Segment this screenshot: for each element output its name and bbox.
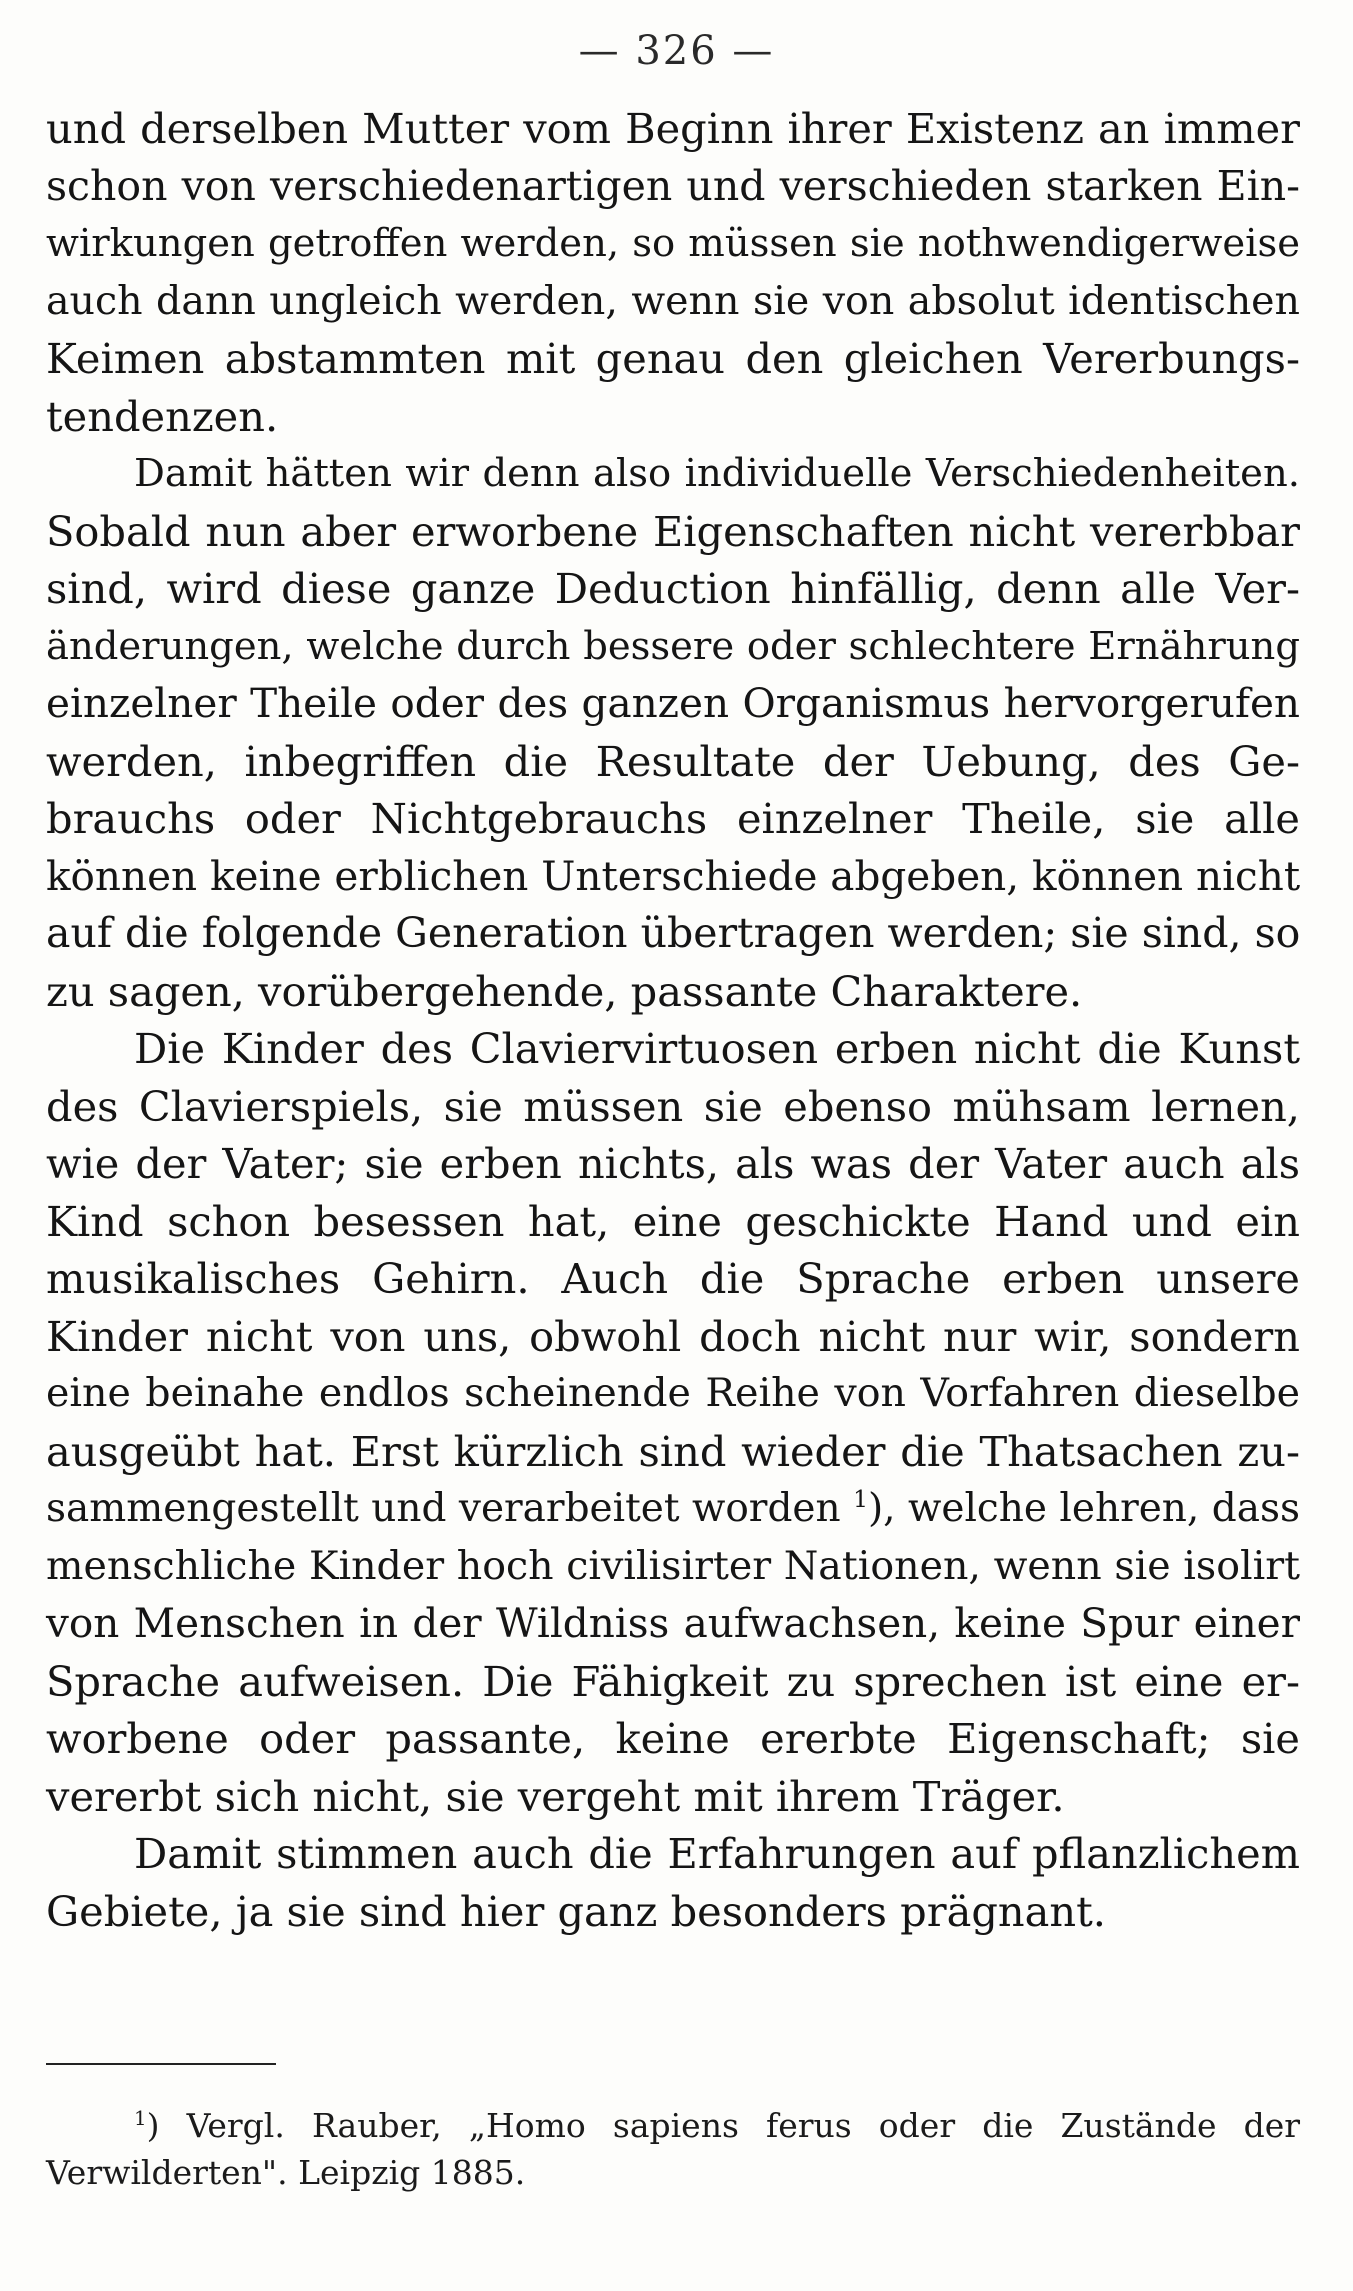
text-line: können keine erblichen Unterschiede abgeben, können nicht [46, 851, 1301, 900]
text-line: von Menschen in der Wildniss aufwachsen, keine Spur einer [46, 1599, 1300, 1647]
page-number: — 326 — [578, 28, 775, 74]
text-line: Damit hätten wir denn also individuelle Verschiedenheiten. [134, 451, 1300, 496]
text-line: ausgeübt hat. Erst kürzlich sind wieder die Thatsachen zu- [46, 1426, 1300, 1476]
text-line: musikalisches Gehirn. Auch die Sprache erben unsere [46, 1254, 1300, 1303]
text-line: und derselben Mutter vom Beginn ihrer Existenz an immer [46, 104, 1300, 153]
text-line: werden, inbegriffen die Resultate der Uebung, des Ge- [46, 736, 1300, 786]
text-line: tendenzen. [46, 391, 279, 441]
text-line: wirkungen getroffen werden, so müssen sie nothwendigerweise [46, 221, 1300, 266]
paragraph-3 [46, 1020, 1300, 1825]
text-line: eine beinahe endlos scheinende Reihe von Vorfahren dieselbe [46, 1370, 1300, 1416]
text-line: Kinder nicht von uns, obwohl doch nicht nur wir, sondern [46, 1311, 1300, 1361]
text-line: wie der Vater; sie erben nichts, als was der Vater auch als [46, 1139, 1300, 1188]
text-line: Die Kinder des Claviervirtuosen erben nicht die Kunst [134, 1024, 1300, 1073]
footnote-separator [46, 2063, 276, 2065]
text-line: vererbt sich nicht, sie vergeht mit ihrem Träger. [46, 1771, 1065, 1821]
text-line: Sprache aufweisen. Die Fähigkeit zu sprechen ist eine er- [46, 1656, 1300, 1706]
text-line: zu sagen, vorübergehende, passante Charaktere. [46, 966, 1083, 1016]
text-line: Sobald nun aber erworbene Eigenschaften nicht vererbbar [46, 506, 1300, 556]
text-line: brauchs oder Nichtgebrauchs einzelner Theile, sie alle [46, 794, 1300, 843]
text-line: auch dann ungleich werden, wenn sie von absolut identischen [46, 277, 1300, 324]
text-line: Damit stimmen auch die Erfahrungen auf pflanzlichem [134, 1829, 1300, 1878]
paragraph-2 [46, 445, 1300, 1020]
footnote-line [46, 2102, 1300, 2149]
text-line: auf die folgende Generation übertragen werden; sie sind, so [46, 909, 1301, 957]
text-line: Gebiete, ja sie sind hier ganz besonders prägnant. [46, 1886, 1106, 1936]
text-line: sind, wird diese ganze Deduction hinfällig, denn alle Ver- [46, 564, 1300, 613]
text-line: worbene oder passante, keine ererbte Eigenschaft; sie [46, 1714, 1300, 1763]
text-line-with-footnote-ref [46, 1480, 1300, 1538]
text-line: einzelner Theile oder des ganzen Organismus hervorgerufen [46, 679, 1300, 727]
text-segment: ), welche lehren, dass [867, 1486, 1300, 1531]
text-line: menschliche Kinder hoch civilisirter Nationen, wenn sie isolirt [46, 1542, 1300, 1589]
text-line: Kind schon besessen hat, eine geschickte Hand und ein [46, 1196, 1300, 1246]
text-line: des Clavierspiels, sie müssen sie ebenso mühsam lernen, [46, 1081, 1300, 1131]
main-text [46, 100, 1300, 1940]
footnote-reference: 1 [853, 1485, 868, 1513]
text-line: schon von verschiedenartigen und verschieden starken Ein- [46, 161, 1300, 210]
paragraph-1 [46, 100, 1300, 445]
text-line: änderungen, welche durch bessere oder schlechtere Ernährung [46, 623, 1300, 669]
paragraph-4 [46, 1825, 1300, 1940]
footnote-marker: 1 [134, 2107, 147, 2130]
footnote-line: Verwilderten". Leipzig 1885. [46, 2153, 526, 2192]
text-segment: sammengestellt und verarbeitet worden [46, 1486, 841, 1531]
footnote [46, 2102, 1300, 2196]
text-line: Keimen abstammten mit genau den gleichen Vererbungs- [46, 334, 1300, 383]
footnote-text: ) Vergl. Rauber, „Homo sapiens ferus oder die Zustände der [146, 2106, 1300, 2145]
